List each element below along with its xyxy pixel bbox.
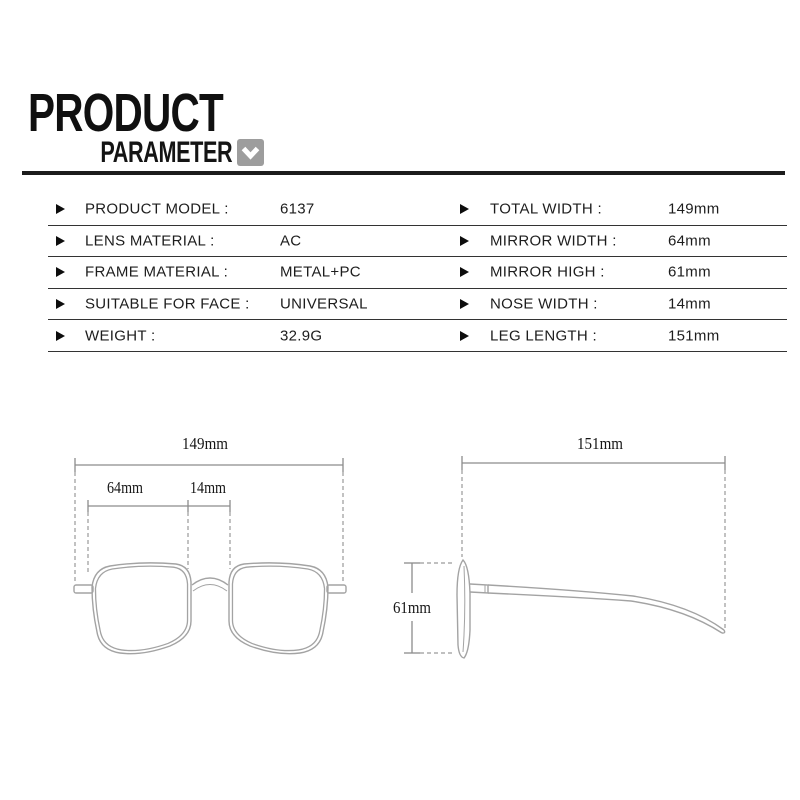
page-subtitle-row — [0, 135, 264, 169]
spec-value: 64mm — [668, 232, 711, 250]
spec-value: 151mm — [668, 327, 720, 345]
triangle-bullet-icon — [56, 299, 65, 309]
lens-height-dimension-label: 61mm — [393, 598, 431, 617]
spec-label: MIRROR HIGH : — [490, 263, 605, 281]
header-divider — [22, 171, 785, 175]
bridge-outer-line — [192, 578, 228, 585]
lens-edge-inner-line — [463, 566, 465, 652]
glasses-front-view-diagram — [60, 425, 380, 675]
spec-label: TOTAL WIDTH : — [490, 200, 602, 218]
nose-width-dimension-label: 14mm — [190, 478, 226, 497]
table-row — [48, 226, 787, 258]
spec-value: UNIVERSAL — [280, 295, 368, 313]
table-row — [48, 320, 787, 352]
glasses-front-drawing — [74, 563, 346, 654]
spec-label: MIRROR WIDTH : — [490, 232, 617, 250]
triangle-bullet-icon — [460, 267, 469, 277]
spec-value: METAL+PC — [280, 263, 361, 281]
triangle-bullet-icon — [56, 267, 65, 277]
spec-label: LENS MATERIAL : — [85, 232, 215, 250]
spec-value: 6137 — [280, 200, 315, 218]
chevron-down-icon — [237, 139, 264, 166]
temple-length-measure-line — [462, 456, 725, 470]
triangle-bullet-icon — [460, 331, 469, 341]
spec-value: 61mm — [668, 263, 711, 281]
right-endpiece — [327, 585, 346, 593]
spec-table — [48, 194, 787, 352]
temple-arm-top-line — [488, 585, 724, 630]
total-width-measure-line — [75, 458, 343, 472]
spec-label: FRAME MATERIAL : — [85, 263, 229, 281]
triangle-bullet-icon — [460, 204, 469, 214]
spec-label: NOSE WIDTH : — [490, 295, 598, 313]
left-endpiece — [74, 585, 93, 593]
lens-nose-measure-line — [88, 500, 230, 512]
temple-length-dimension-label: 151mm — [577, 434, 623, 453]
spec-label: PRODUCT MODEL : — [85, 200, 229, 218]
glasses-side-view-diagram — [385, 425, 760, 675]
spec-value: 14mm — [668, 295, 711, 313]
table-row — [48, 194, 787, 226]
triangle-bullet-icon — [56, 204, 65, 214]
spec-label: LEG LENGTH : — [490, 327, 597, 345]
temple-tip — [722, 630, 725, 633]
lens-width-dimension-label: 64mm — [107, 478, 143, 497]
table-row — [48, 289, 787, 321]
table-row — [48, 257, 787, 289]
total-width-dimension-label: 149mm — [182, 434, 228, 453]
spec-value: AC — [280, 232, 302, 250]
page-title: PRODUCT — [28, 83, 223, 143]
bridge-inner-line — [193, 585, 227, 592]
page-subtitle: PARAMETER — [100, 135, 232, 169]
spec-value: 32.9G — [280, 327, 323, 345]
spec-value: 149mm — [668, 200, 720, 218]
temple-arm-bottom-line — [488, 593, 722, 633]
triangle-bullet-icon — [460, 236, 469, 246]
glasses-side-drawing — [457, 560, 725, 658]
triangle-bullet-icon — [56, 236, 65, 246]
triangle-bullet-icon — [56, 331, 65, 341]
triangle-bullet-icon — [460, 299, 469, 309]
spec-label: SUITABLE FOR FACE : — [85, 295, 250, 313]
spec-label: WEIGHT : — [85, 327, 156, 345]
